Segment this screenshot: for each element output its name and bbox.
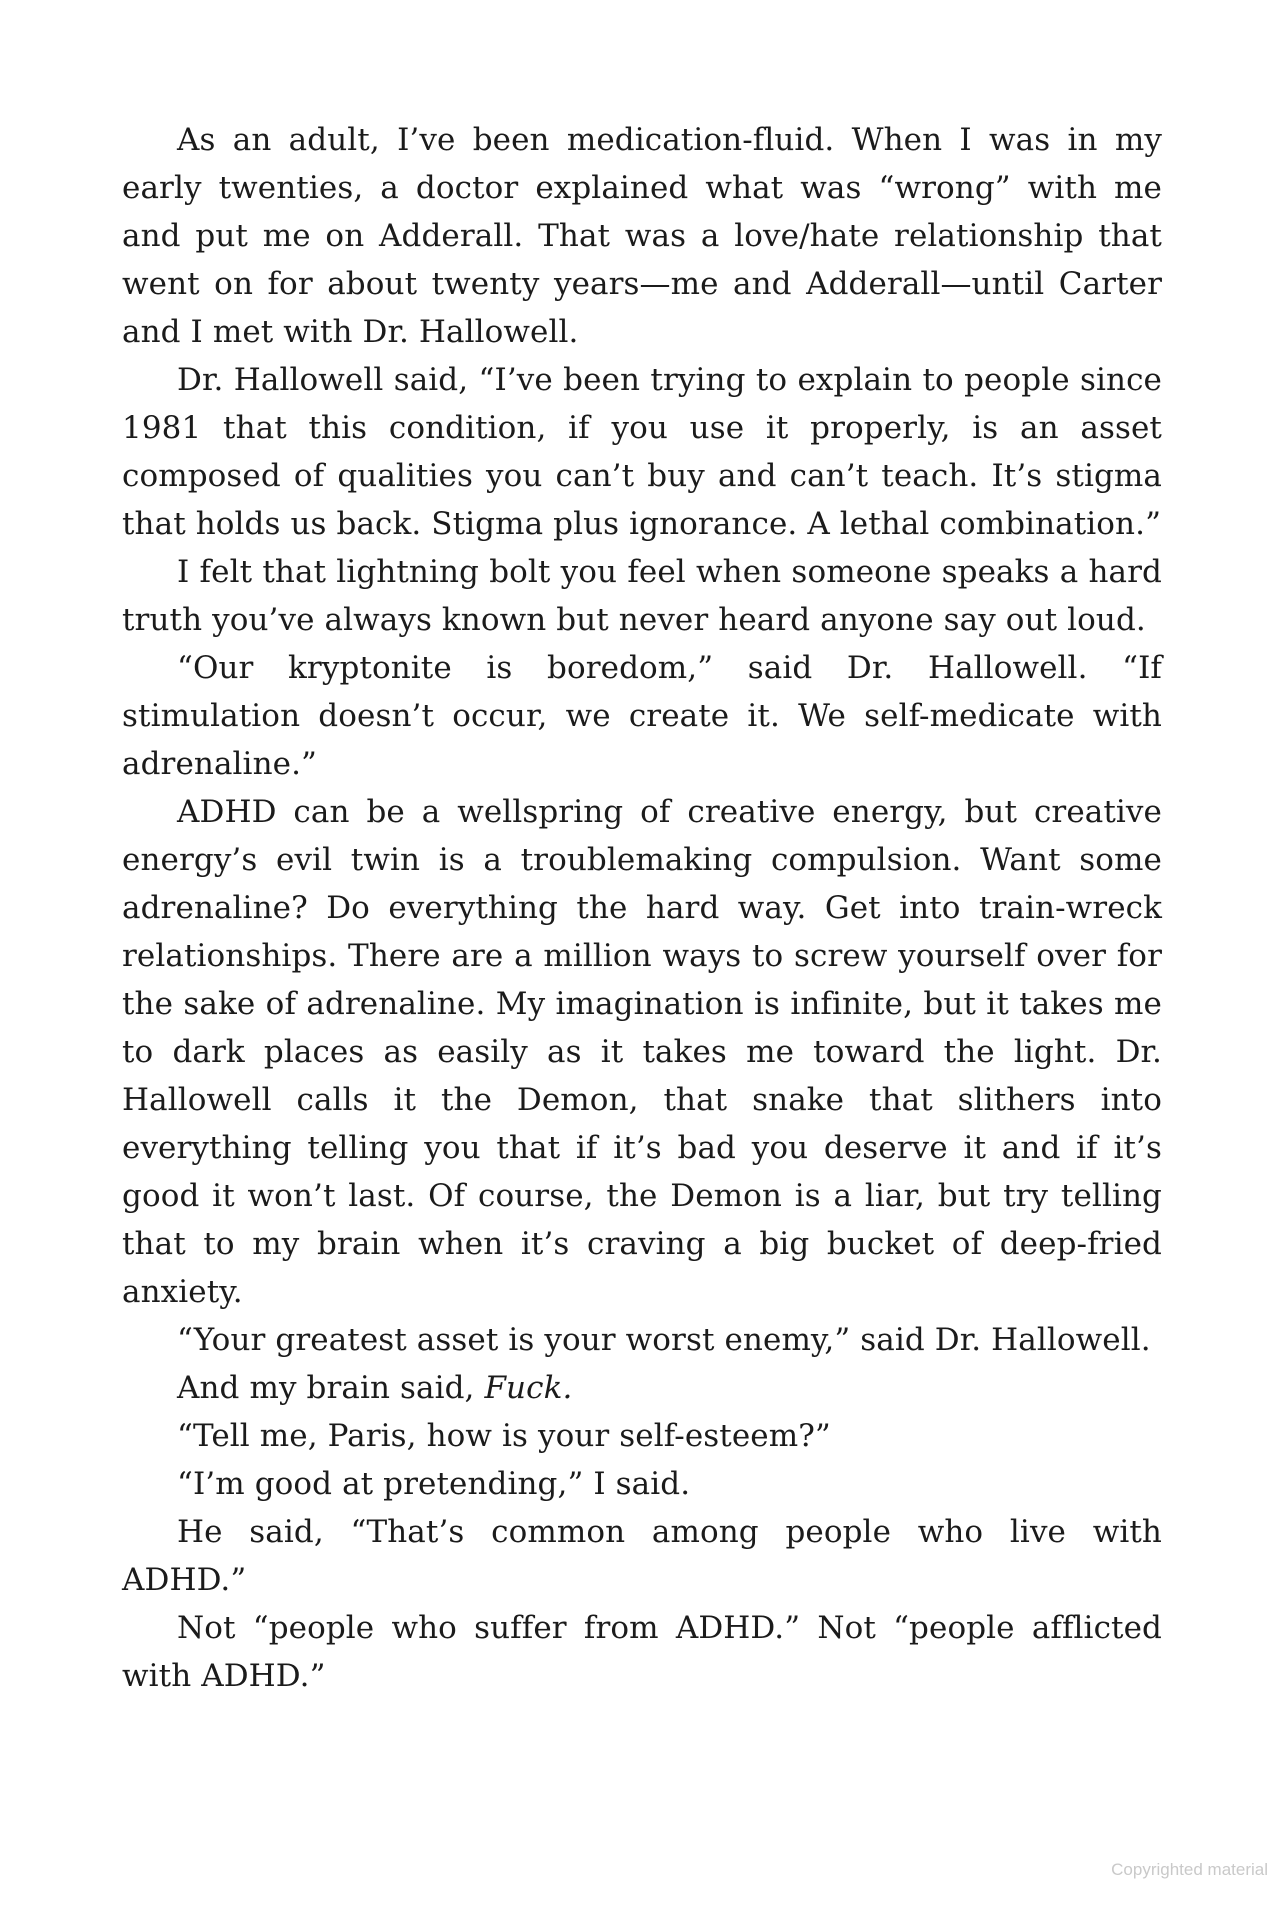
paragraph xyxy=(122,116,1162,356)
text-run: “I’m good at pretending,” I said. xyxy=(177,1466,691,1502)
paragraph xyxy=(122,1508,1162,1604)
text-run: “Your greatest asset is your worst enemy,” said Dr. Hallowell. xyxy=(177,1322,1151,1358)
paragraph xyxy=(122,1412,1162,1460)
paragraph xyxy=(122,548,1162,644)
paragraph xyxy=(122,1604,1162,1700)
italic-text-run: Fuck. xyxy=(484,1370,573,1406)
text-run: I felt that lightning bolt you feel when someone speaks a hard truth you’ve always known but never heard anyone say out loud. xyxy=(122,554,1162,638)
text-run: He said, “That’s common among people who live with ADHD.” xyxy=(122,1514,1162,1598)
paragraph xyxy=(122,644,1162,788)
paragraph xyxy=(122,356,1162,548)
paragraph xyxy=(122,1316,1162,1364)
page-text xyxy=(122,116,1162,1700)
text-run: ADHD can be a wellspring of creative energy, but creative energy’s evil twin is a troublemaking compulsion. Want some adrenaline? Do everything the hard way. Get into train-wreck relationships. There are a million ways to screw yourself over for the sake of adrenaline. My imagination is infinite, but it takes me to dark places as easily as it takes me toward the light. Dr. Hallowell calls it the Demon, that snake that slithers into everything telling you that if it’s bad you deserve it and if it’s good it won’t last. Of course, the Demon is a liar, but try telling that to my brain when it’s craving a big bucket of deep-fried anxiety. xyxy=(122,794,1162,1310)
paragraph xyxy=(122,788,1162,1316)
copyright-notice: Copyrighted material xyxy=(1111,1860,1268,1879)
text-run: “Our kryptonite is boredom,” said Dr. Hallowell. “If stimulation doesn’t occur, we create it. We self-medicate with adrenaline.” xyxy=(122,650,1162,782)
text-run: “Tell me, Paris, how is your self-esteem?” xyxy=(177,1418,831,1454)
text-run: Not “people who suffer from ADHD.” Not “people afflicted with ADHD.” xyxy=(122,1610,1162,1694)
text-run: And my brain said, xyxy=(177,1370,485,1406)
paragraph xyxy=(122,1460,1162,1508)
text-run: As an adult, I’ve been medication-fluid. When I was in my early twenties, a doctor explained what was “wrong” with me and put me on Adderall. That was a love/hate relationship that went on for about twenty years—me and Adderall—until Carter and I met with Dr. Hallowell. xyxy=(122,122,1162,350)
paragraph xyxy=(122,1364,1162,1412)
text-run: Dr. Hallowell said, “I’ve been trying to explain to people since 1981 that this condition, if you use it properly, is an asset composed of qualities you can’t buy and can’t teach. It’s stigma that holds us back. Stigma plus ignorance. A lethal combination.” xyxy=(122,362,1162,542)
